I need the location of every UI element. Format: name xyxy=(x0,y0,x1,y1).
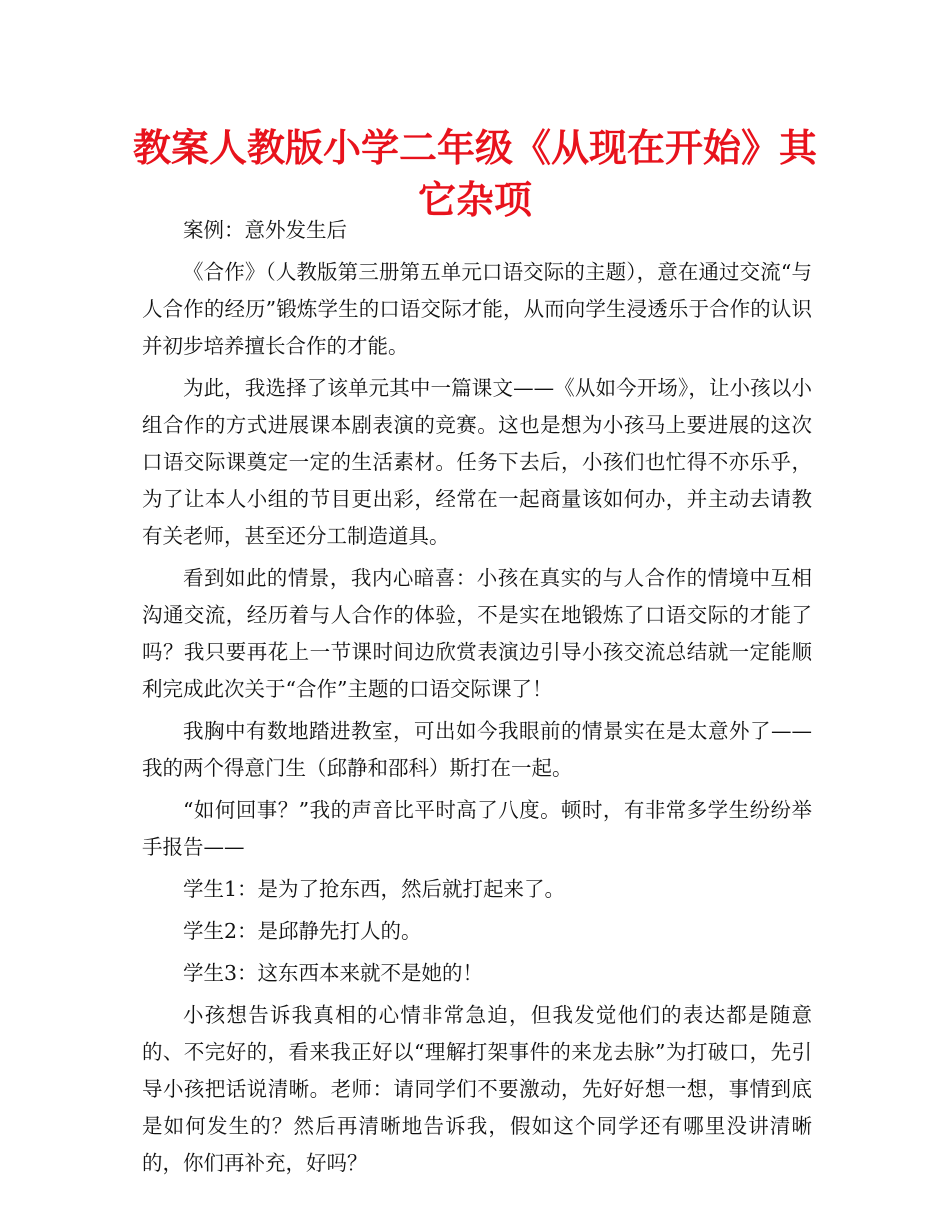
paragraph: “如何回事？”我的声音比平时高了八度。顿时，有非常多学生纷纷举手报告—— xyxy=(142,798,812,859)
document-body xyxy=(142,212,812,1187)
paragraph: 为此，我选择了该单元其中一篇课文——《从如今开场》，让小孩以小组合作的方式进展课本剧表演的竞赛。这也是想为小孩马上要进展的这次口语交际课奠定一定的生活素材。任务下去后，小孩们也忙得不亦乐乎，为了让本人小组的节目更出彩，经常在一起商量该如何办，并主动去请教有关老师，甚至还分工制造道具。 xyxy=(142,376,812,548)
paragraph: 学生2：是邱静先打人的。 xyxy=(183,919,422,943)
paragraph: 学生3：这东西本来就不是她的！ xyxy=(183,961,484,985)
document-title: 教案人教版小学二年级《从现在开始》其它杂项 xyxy=(132,126,817,222)
paragraph: 案例：意外发生后 xyxy=(183,218,347,242)
paragraph: 我胸中有数地踏进教室，可出如今我眼前的情景实在是太意外了——我的两个得意门生（邱静和邵科）斯打在一起。 xyxy=(142,719,812,780)
paragraph: 《合作》（人教版第三册第五单元口语交际的主题），意在通过交流“与人合作的经历”锻炼学生的口语交际才能，从而向学生浸透乐于合作的认识并初步培养擅长合作的才能。 xyxy=(142,260,812,358)
paragraph: 学生1：是为了抢东西，然后就打起来了。 xyxy=(183,877,566,901)
paragraph: 小孩想告诉我真相的心情非常急迫，但我发觉他们的表达都是随意的、不完好的，看来我正好以“理解打架事件的来龙去脉”为打破口，先引导小孩把话说清晰。老师：请同学们不要激动，先好好想一想，事情到底是如何发生的？然后再清晰地告诉我，假如这个同学还有哪里没讲清晰的，你们再补充，好吗？ xyxy=(142,1003,812,1175)
paragraph: 看到如此的情景，我内心暗喜：小孩在真实的与人合作的情境中互相沟通交流，经历着与人合作的体验，不是实在地锻炼了口语交际的才能了吗？我只要再花上一节课时间边欣赏表演边引导小孩交流总结就一定能顺利完成此次关于“合作”主题的口语交际课了！ xyxy=(142,566,812,701)
